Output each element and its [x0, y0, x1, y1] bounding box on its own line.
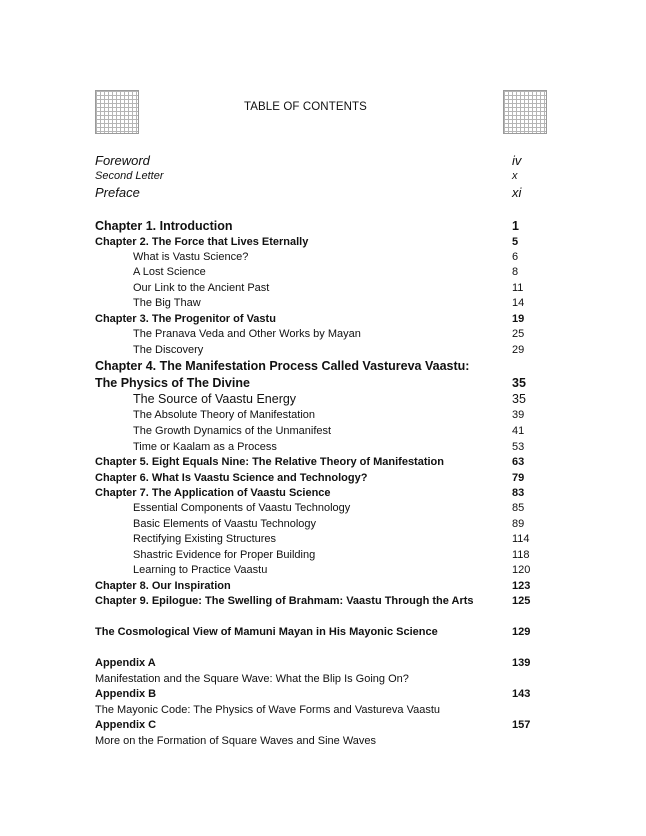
toc-entry-title: Our Link to the Ancient Past	[133, 282, 270, 294]
page-title: TABLE OF CONTENTS	[244, 101, 367, 113]
toc-entry-page-number: 123	[512, 580, 531, 592]
toc-entry-title: Appendix B	[95, 688, 157, 700]
toc-entry-title: What is Vastu Science?	[133, 251, 249, 263]
toc-entry-page-number: 14	[512, 297, 525, 309]
toc-entry-title: Chapter 9. Epilogue: The Swelling of Brahmam: Vaastu Through the Arts	[95, 595, 474, 607]
toc-entry-page-number: 41	[512, 425, 525, 437]
toc-entry-title: Preface	[95, 185, 140, 200]
toc-entry-title: The Absolute Theory of Manifestation	[133, 409, 316, 421]
toc-entry-page-number: 5	[512, 236, 519, 248]
toc-entry-page-number: 63	[512, 456, 525, 468]
toc-entry-page-number: 35	[512, 376, 526, 390]
toc-entry-page-number: 35	[512, 392, 526, 406]
toc-entry-page-number: 157	[512, 719, 531, 731]
toc-entry-page-number: 11	[512, 282, 524, 294]
toc-entry-title: The Physics of The Divine	[95, 376, 250, 390]
toc-entry-title: The Pranava Veda and Other Works by Mayan	[133, 328, 361, 340]
toc-entry-title: Chapter 2. The Force that Lives Eternally	[95, 236, 309, 248]
toc-entry-page-number: 53	[512, 441, 525, 453]
toc-entry-page-number: xi	[512, 185, 522, 200]
toc-entry-title: The Big Thaw	[133, 297, 201, 309]
toc-entry-page-number: 85	[512, 502, 525, 514]
toc-entry-page-number: 39	[512, 409, 525, 421]
toc-entry-title: Second Letter	[95, 170, 164, 182]
toc-entry-page-number: 19	[512, 313, 525, 325]
toc-entry-page-number: iv	[512, 153, 522, 168]
toc-entry-page-number: 1	[512, 219, 519, 233]
grid-placeholder-right	[503, 90, 547, 134]
toc-entry-title: Essential Components of Vaastu Technology	[133, 502, 351, 514]
toc-entry-page-number: 29	[512, 344, 525, 356]
toc-entry-title: Chapter 1. Introduction	[95, 219, 233, 233]
toc-entry-title: Chapter 5. Eight Equals Nine: The Relative Theory of Manifestation	[95, 456, 444, 468]
toc-entry-title: Time or Kaalam as a Process	[133, 441, 277, 453]
toc-entry-title: The Discovery	[133, 344, 204, 356]
toc-entry-title: More on the Formation of Square Waves and Sine Waves	[95, 735, 377, 747]
toc-entry-title: Manifestation and the Square Wave: What the Blip Is Going On?	[95, 673, 409, 685]
toc-entry-title: Rectifying Existing Structures	[133, 533, 277, 545]
toc-entry-page-number: 114	[512, 533, 530, 545]
toc-entry-title: The Source of Vaastu Energy	[133, 392, 297, 406]
toc-entry-page-number: 6	[512, 251, 519, 263]
toc-entry-title: The Growth Dynamics of the Unmanifest	[133, 425, 332, 437]
toc-entry-page-number: 125	[512, 595, 531, 607]
toc-entry-page-number: 8	[512, 266, 519, 278]
toc-entry-title: Appendix C	[95, 719, 157, 731]
toc-entry-page-number: 83	[512, 487, 525, 499]
toc-entry-page-number: 89	[512, 518, 525, 530]
toc-entry-title: A Lost Science	[133, 266, 206, 278]
toc-entry-title: Foreword	[95, 153, 150, 168]
toc-entry-title: Chapter 4. The Manifestation Process Called Vastureva Vaastu:	[95, 359, 470, 373]
toc-entry-title: The Cosmological View of Mamuni Mayan in His Mayonic Science	[95, 626, 438, 638]
toc-entry-title: Chapter 7. The Application of Vaastu Science	[95, 487, 331, 499]
toc-entry-title: Chapter 8. Our Inspiration	[95, 580, 231, 592]
toc-entry-page-number: 143	[512, 688, 531, 700]
toc-entry-page-number: 120	[512, 564, 531, 576]
toc-entry-page-number: 118	[512, 549, 530, 561]
toc-entry-page-number: 25	[512, 328, 525, 340]
toc-entry-title: Chapter 6. What Is Vaastu Science and Technology?	[95, 472, 368, 484]
toc-entry-page-number: 139	[512, 657, 531, 669]
toc-entry-page-number: 129	[512, 626, 531, 638]
toc-entry-page-number: 79	[512, 472, 525, 484]
toc-entry-title: Appendix A	[95, 657, 156, 669]
grid-placeholder-left	[95, 90, 139, 134]
toc-entry-title: Shastric Evidence for Proper Building	[133, 549, 316, 561]
toc-entry-title: Chapter 3. The Progenitor of Vastu	[95, 313, 276, 325]
toc-entry-title: Learning to Practice Vaastu	[133, 564, 268, 576]
toc-entry-page-number: x	[512, 170, 518, 182]
toc-entry-title: The Mayonic Code: The Physics of Wave Forms and Vastureva Vaastu	[95, 704, 441, 716]
toc-entry-title: Basic Elements of Vaastu Technology	[133, 518, 317, 530]
